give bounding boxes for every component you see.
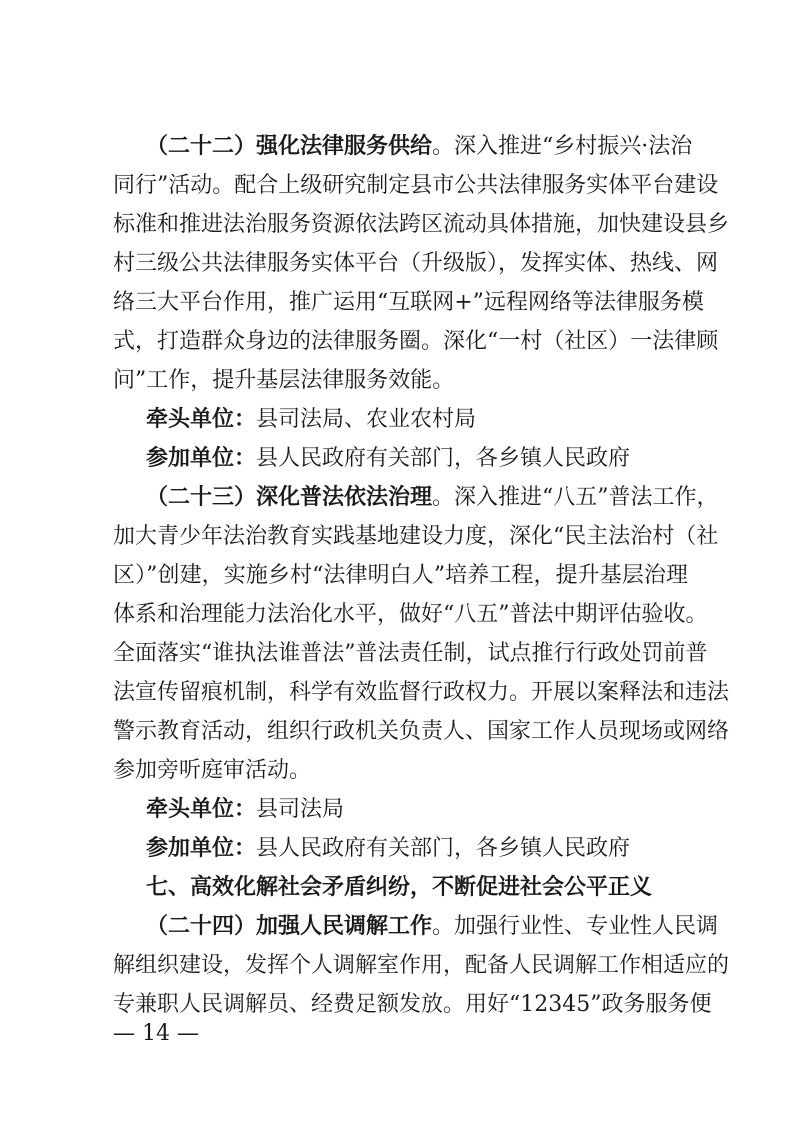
paragraph-23-line-2: 加大青少年法治教育实践基地建设力度，深化“民主法治村（社 [113,524,719,549]
paragraph-22-line-6: 式，打造群众身边的法律服务圈。深化“一村（社区）一法律顾 [113,329,719,354]
section-7-title: 七、高效化解社会矛盾纠纷，不断促进社会公平正义 [146,875,653,900]
paragraph-22-line-3: 标准和推进法治服务资源依法跨区流动具体措施，加快建设县乡 [113,212,730,237]
paragraph-22-heading: （二十二）强化法律服务供给 [146,134,433,159]
participating-units-value: 县人民政府有关部门，各乡镇人民政府 [256,836,631,861]
paragraph-23-line-1-text: 。深入推进“八五”普法工作， [432,485,719,510]
lead-units-value: 县司法局、农业农村局 [256,407,477,432]
paragraph-23-participating-units [146,829,688,869]
paragraph-24-line-1 [146,907,719,947]
lead-units-label: 牵头单位： [146,797,257,822]
paragraph-23-line-4: 体系和治理能力法治化水平，做好“八五”普法中期评估验收。 [113,602,708,627]
paragraph-24-line-3: 专兼职人民调解员、经费足额发放。用好“12345”政务服务便 [113,992,712,1017]
paragraph-23-line-1 [146,478,719,518]
page-number: — 14 — [113,1021,199,1046]
paragraph-22-line-7: 问”工作，提升基层法律服务效能。 [113,368,455,393]
paragraph-24-line-2: 解组织建设，发挥个人调解室作用，配备人民调解工作相适应的 [113,953,730,978]
participating-units-label: 参加单位： [146,446,257,471]
paragraph-24-line-1-text: 。加强行业性、专业性人民调 [432,914,719,939]
paragraph-23-line-6: 法宣传留痕机制，科学有效监督行政权力。开展以案释法和违法 [113,680,730,705]
participating-units-label: 参加单位： [146,836,257,861]
paragraph-23-line-7: 警示教育活动，组织行政机关负责人、国家工作人员现场或网络 [113,719,730,744]
paragraph-23-line-5: 全面落实“谁执法谁普法”普法责任制，试点推行行政处罚前普 [113,641,708,666]
paragraph-22-participating-units [146,439,688,479]
paragraph-24-heading: （二十四）加强人民调解工作 [146,914,433,939]
paragraph-22-line-1-text: 。深入推进“乡村振兴·法治 [432,134,693,159]
paragraph-23-lead-units [146,790,688,830]
paragraph-23-line-3: 区）”创建，实施乡村“法律明白人”培养工程，提升基层治理 [113,563,688,588]
participating-units-value: 县人民政府有关部门，各乡镇人民政府 [256,446,631,471]
paragraph-22-line-5: 络三大平台作用，推广运用“互联网+”远程网络等法律服务模 [113,290,704,315]
paragraph-22-line-4: 村三级公共法律服务实体平台（升级版），发挥实体、热线、网 [113,251,719,276]
paragraph-23-heading: （二十三）深化普法依法治理 [146,485,433,510]
paragraph-23-line-8: 参加旁听庭审活动。 [113,758,312,783]
paragraph-22-line-2: 同行”活动。配合上级研究制定县市公共法律服务实体平台建设 [113,173,719,198]
paragraph-22-lead-units [146,400,688,440]
lead-units-label: 牵头单位： [146,407,257,432]
lead-units-value: 县司法局 [256,797,345,822]
paragraph-22-line-1 [146,127,693,167]
